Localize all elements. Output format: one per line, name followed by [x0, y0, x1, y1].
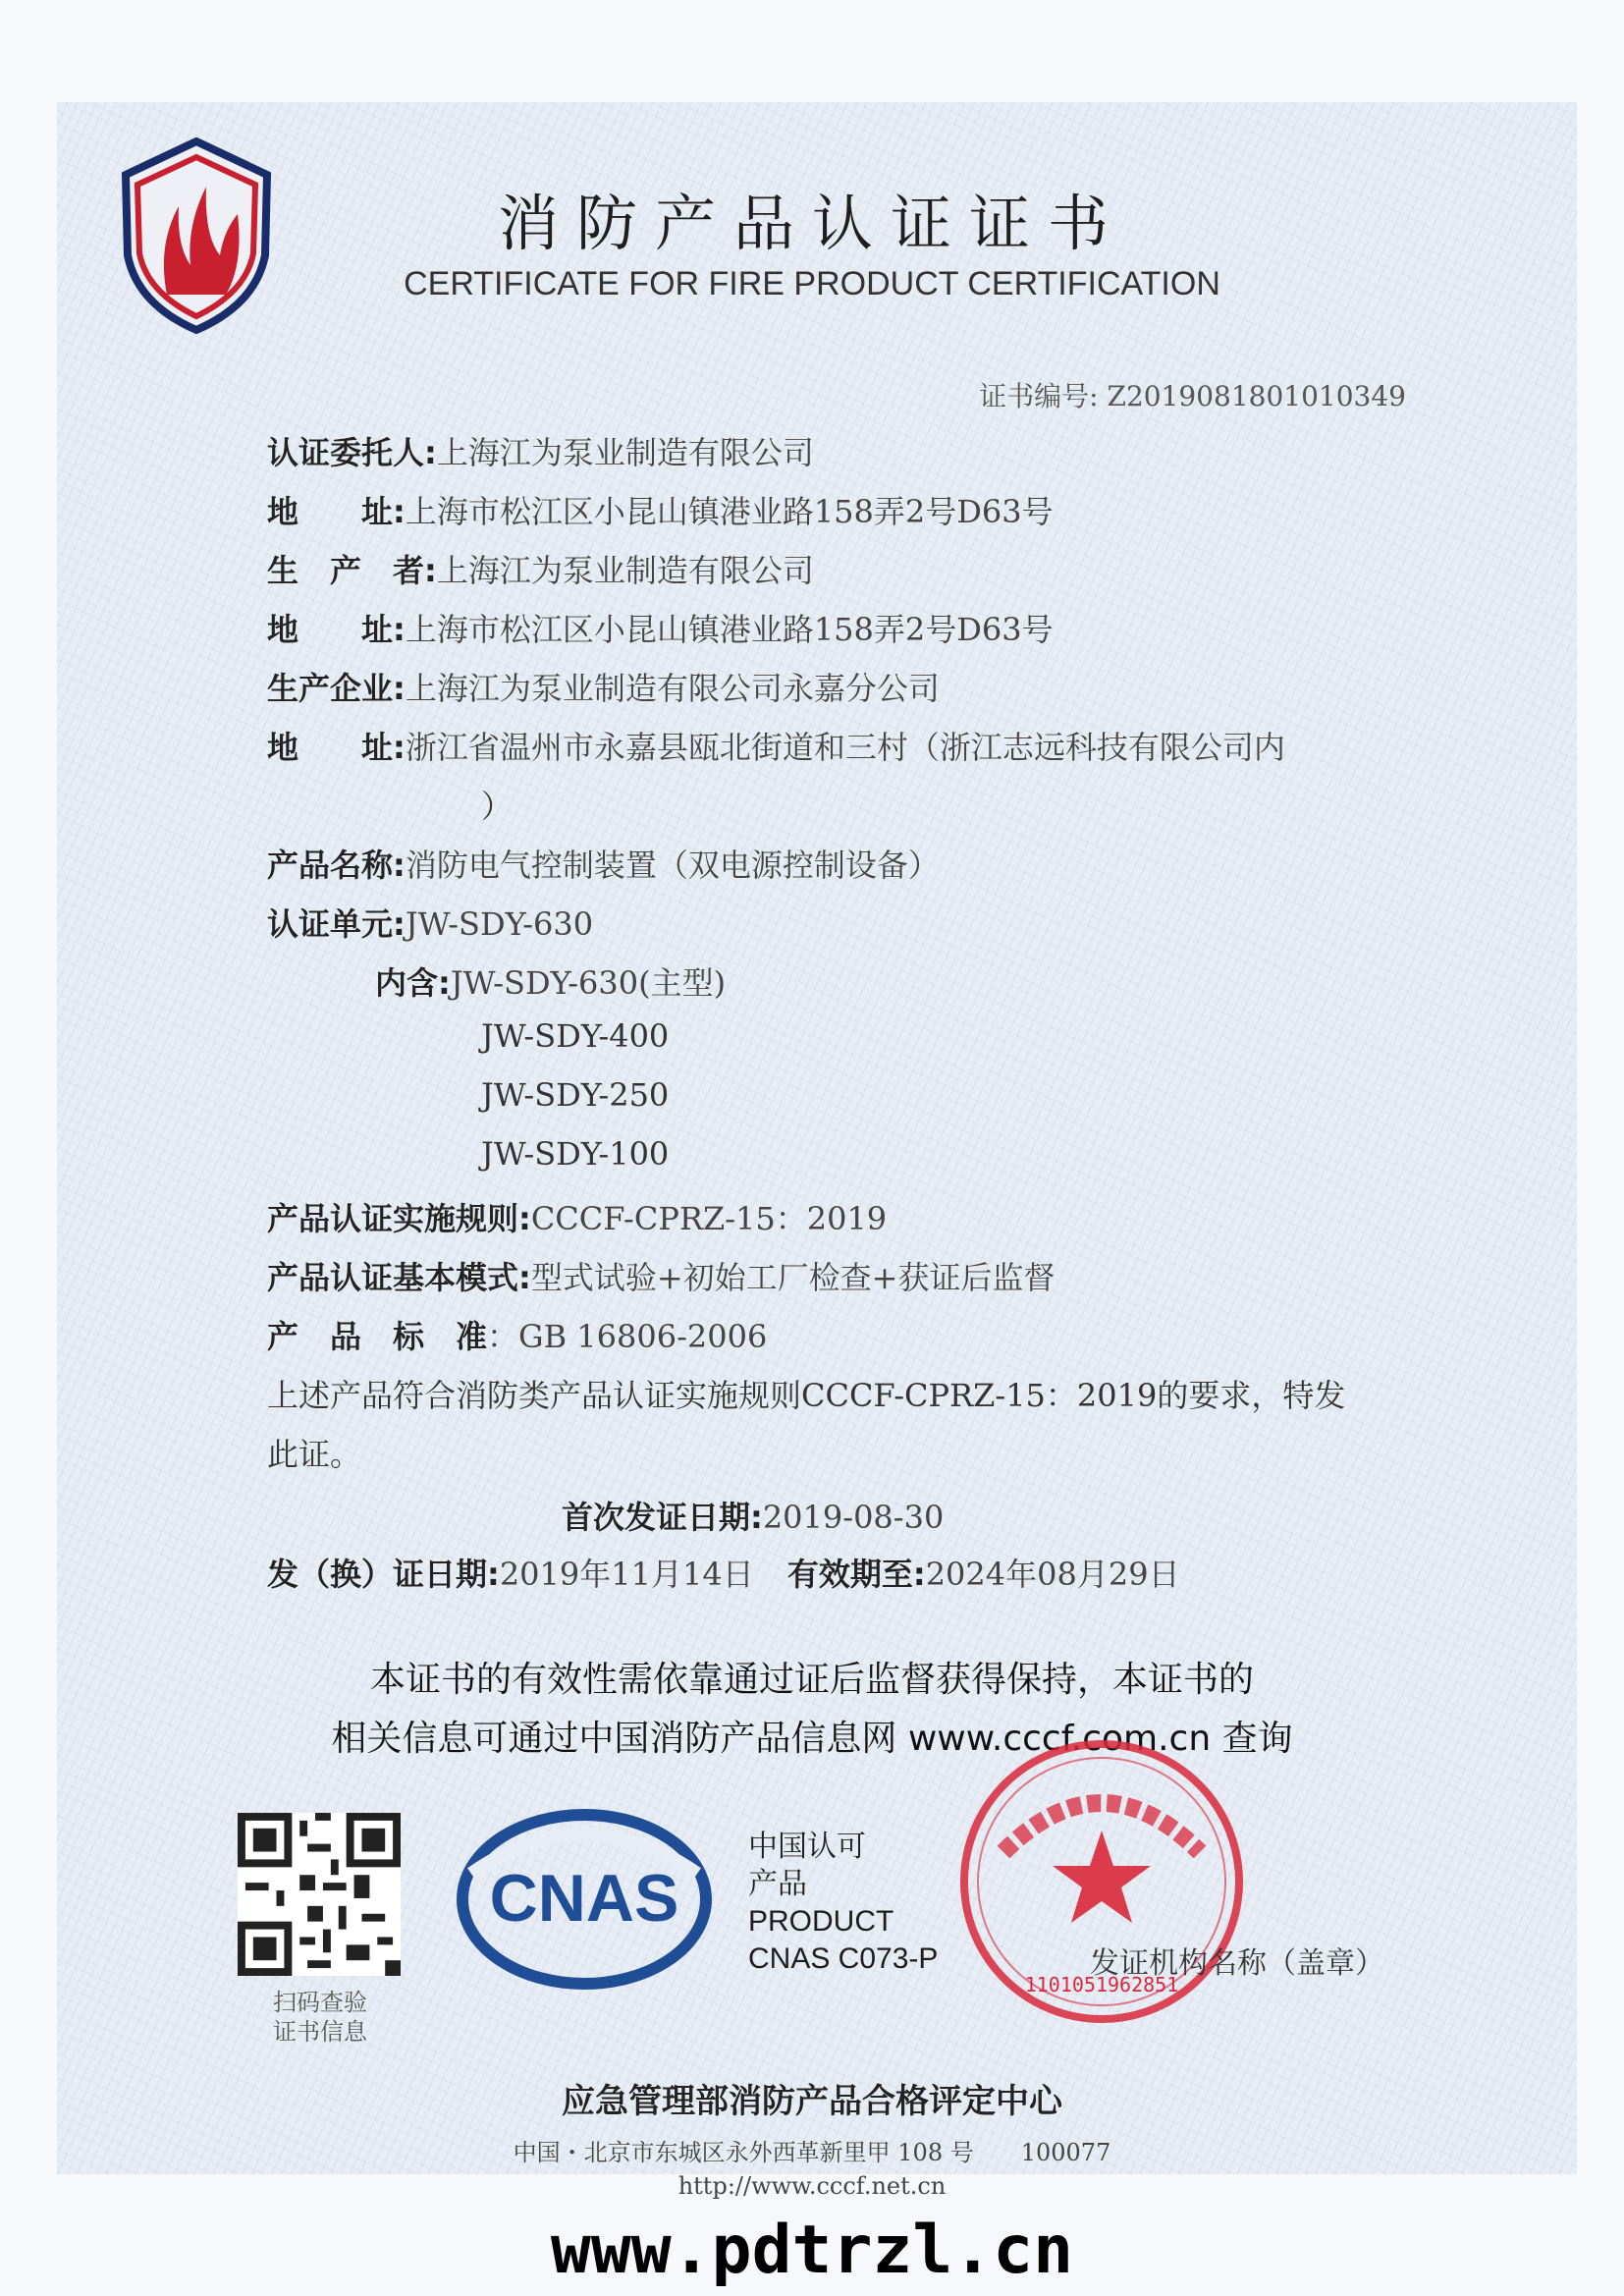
field-address-1 — [267, 487, 1054, 532]
cnas-line-2: 产品 — [748, 1868, 807, 1900]
issuer-website-link[interactable]: http://www.cccf.net.cn — [677, 2172, 947, 2200]
field-mode — [267, 1253, 1055, 1298]
model-item: JW-SDY-100 — [481, 1135, 670, 1173]
valid-until-label: 有效期至: — [786, 1556, 926, 1593]
issue-date-value: 2019年11月14日 — [499, 1556, 754, 1593]
field-product-value: 消防电气控制装置（双电源控制设备） — [405, 847, 940, 884]
first-issue-date — [562, 1493, 944, 1538]
field-unit-label: 认证单元: — [267, 905, 406, 943]
field-rule-label: 产品认证实施规则: — [267, 1200, 531, 1237]
validity-notice-line-2: 相关信息可通过中国消防产品信息网 www.cccf.com.cn 查询 — [331, 1719, 1293, 1759]
cnas-logo — [452, 1805, 717, 1992]
field-client-value: 上海江为泵业制造有限公司 — [436, 434, 814, 471]
certificate-number — [979, 375, 1406, 414]
field-address-2-label: 地 址: — [267, 611, 406, 648]
field-address-3-value: 浙江省温州市永嘉县瓯北街道和三村（浙江志远科技有限公司内 — [405, 729, 1285, 766]
certificate-title: 消防产品认证证书 — [497, 188, 1126, 259]
cnas-line-3: PRODUCT — [748, 1905, 894, 1938]
qr-caption — [261, 1988, 379, 2047]
field-product — [267, 841, 940, 886]
model-item: JW-SDY-400 — [481, 1017, 670, 1055]
cnas-logo-text: CNAS — [489, 1861, 679, 1936]
first-issue-value: 2019-08-30 — [762, 1499, 945, 1536]
statement-line-1: 上述产品符合消防类产品认证实施规则CCCF-CPRZ-15：2019的要求，特发 — [267, 1377, 1346, 1414]
field-address-3-continued: ） — [481, 788, 514, 825]
field-product-label: 产品名称: — [267, 847, 406, 884]
field-standard-value: ：GB 16806-2006 — [487, 1318, 768, 1355]
field-client-label: 认证委托人: — [267, 434, 437, 471]
model-item: JW-SDY-630(主型) — [450, 964, 727, 1002]
cnas-line-1: 中国认可 — [748, 1831, 866, 1863]
issue-date — [267, 1550, 1180, 1595]
field-client — [267, 428, 814, 473]
field-contains — [375, 958, 726, 1004]
field-factory-label: 生产企业: — [267, 670, 406, 707]
certificate-subtitle: CERTIFICATE FOR FIRE PRODUCT CERTIFICATION — [404, 265, 1220, 302]
field-producer-label: 生 产 者: — [267, 552, 437, 589]
field-standard-label: 产 品 标 准 — [267, 1318, 488, 1355]
issuer-address: 中国・北京市东城区永外西革新里甲 108 号 100077 — [513, 2139, 1111, 2166]
statement-line-2: 此证。 — [267, 1436, 362, 1473]
qr-code[interactable] — [238, 1813, 401, 1976]
model-item: JW-SDY-250 — [481, 1076, 670, 1114]
field-factory — [267, 664, 940, 709]
cert-no-label: 证书编号: — [979, 380, 1099, 412]
qr-caption-line-1: 扫码查验 — [273, 1989, 367, 2016]
field-address-3-label: 地 址: — [267, 729, 406, 766]
qr-caption-line-2: 证书信息 — [273, 2018, 367, 2046]
field-address-3 — [267, 723, 1285, 768]
field-standard — [267, 1312, 767, 1357]
cnas-line-4: CNAS C073-P — [748, 1942, 939, 1975]
field-producer — [267, 546, 814, 591]
issuer-name: 应急管理部消防产品合格评定中心 — [562, 2082, 1062, 2121]
site-watermark: www.pdtrzl.cn — [550, 2212, 1074, 2289]
cnas-accreditation-text — [748, 1829, 938, 1978]
cert-no-value: Z2019081801010349 — [1107, 380, 1406, 412]
seal-caption: 发证机构名称（盖章） — [1090, 1946, 1384, 1981]
field-factory-value: 上海江为泵业制造有限公司永嘉分公司 — [405, 670, 940, 707]
field-rule-value: CCCF-CPRZ-15：2019 — [530, 1200, 888, 1237]
field-address-1-value: 上海市松江区小昆山镇港业路158弄2号D63号 — [405, 493, 1054, 530]
field-mode-label: 产品认证基本模式: — [267, 1259, 531, 1296]
validity-notice-line-1: 本证书的有效性需依靠通过证后监督获得保持，本证书的 — [369, 1660, 1254, 1700]
field-address-1-label: 地 址: — [267, 493, 406, 530]
issue-date-label: 发（换）证日期: — [267, 1556, 500, 1593]
first-issue-label: 首次发证日期: — [562, 1499, 763, 1536]
field-mode-value: 型式试验+初始工厂检查+获证后监督 — [530, 1259, 1056, 1296]
seal-number: 1101051962851 — [1024, 1973, 1179, 1996]
field-address-2 — [267, 605, 1054, 650]
field-unit-value: JW-SDY-630 — [405, 905, 594, 943]
field-contains-label: 内含: — [375, 964, 451, 1002]
field-rule — [267, 1194, 887, 1239]
field-producer-value: 上海江为泵业制造有限公司 — [436, 552, 814, 589]
valid-until-value: 2024年08月29日 — [925, 1556, 1180, 1593]
field-unit — [267, 900, 593, 945]
field-address-2-value: 上海市松江区小昆山镇港业路158弄2号D63号 — [405, 611, 1054, 648]
official-seal — [954, 1734, 1249, 2029]
